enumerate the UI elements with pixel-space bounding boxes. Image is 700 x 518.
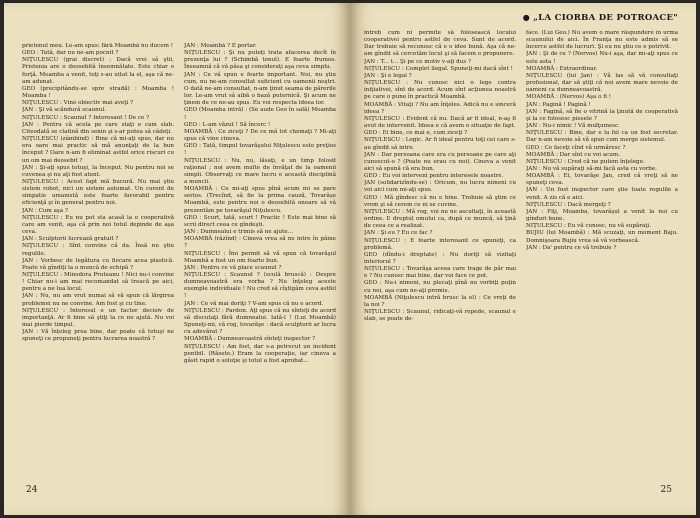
dialogue-paragraph: JAN : Nu-i nimic ! Vă mulţumesc. — [526, 123, 621, 130]
dialogue-paragraph: NIŢULESCU : Tovarăşa aceea care trage de păr mai e ? Nu cunosc mai bine, dar voi face ce pot. — [364, 266, 516, 280]
dialogue-paragraph: MOAMBĂ : Dumneavoastră sînteţi inspector ? — [184, 336, 316, 343]
dialogue-paragraph: întreb cum ni permite să folosească locului cooperativei pentru astfel de ceva. Sunt de acord. Dar trebuie să recunosc că e o idee bună. Aşa că ne-am gîndit să cercetăm locul şi să facem o propunere. — [364, 30, 516, 58]
dialogue-paragraph: GEO : Ce faceţi cînd vă urmăresc ? — [526, 144, 626, 151]
dialogue-paragraph: NIŢULESCU : Eu vă cunosc, nu vă supăraţi. — [526, 223, 652, 230]
dialogue-paragraph: JAN : Cum aşa ? — [22, 207, 68, 214]
dialogue-paragraph: MOAMBĂ : Extraordinar. — [526, 65, 598, 72]
dialogue-paragraph: NIŢULESCU : Mă rog, voi nu ne ascultaţi, în această ordine. E dreptul omului ca, după ce muncă, să ţină de ceea ce a realizat. — [364, 208, 516, 230]
dialogue-paragraph: NIŢULESCU : Minodora Pruteanu ! Nici nu-i convine ! Chiar nu-i am mai recomandat să treacă pe aici, pentru a ne lua locul. — [22, 272, 174, 293]
right-column-2 — [526, 30, 678, 481]
dialogue-paragraph: JAN : T... t... Şi pe ce motiv v-aţi dus ? — [364, 58, 471, 65]
dialogue-paragraph: NIŢULESCU : Sînt convins că da. Însă nu ştiu regulile. — [22, 243, 174, 257]
dialogue-paragraph: MOAMBĂ : (Nervos) Aşa o fi ! — [526, 94, 612, 101]
dialogue-paragraph: JAN : Fiţi, Moamba, tovarăşul a venit la noi cu gînduri bune. — [526, 208, 678, 223]
dialogue-paragraph: NIŢULESCU : Pardon. Aţi spus că nu sînteţi de acord să discutaţi fără dumnealui. Iată-l ! (Lui Moambă) Spuneţi-mi, vă rog, tovarăşe : dacă sculptorii ar lucra cu adevărat ? — [184, 307, 336, 336]
dialogue-paragraph: MOAMBĂ (Niţulescu intră brusc la el) : Ce vreţi de la noi ? — [364, 294, 516, 308]
dialogue-paragraph: JAN : Dar persoana care era cu persoane pe care aţi cunoscut-o ? (Poate nu erau cu noi). Cineva a venit aici să spună că era bun. — [364, 151, 516, 172]
dialogue-paragraph: JAN : Nu vă supăraţi să-mi facă asta cu vorbe. — [526, 165, 657, 172]
dialogue-paragraph: GEO : Nu-i nimeni, nu plecaţi pînă nu vorbiţi puţin cu noi, aşa cum ne-aţi promis. — [364, 280, 516, 294]
left-page-columns — [22, 43, 336, 481]
left-column-1 — [22, 43, 174, 481]
dialogue-paragraph: JAN : Şi de ce ? (Nervos) Nu-i aşa, dar mi-aţi spus ce este asta ! — [526, 51, 678, 65]
dialogue-paragraph: JAN : Un fost inspector care ştie toate regulile a venit. A zis că e aici. — [526, 187, 678, 201]
dialogue-paragraph: NIŢULESCU : Şi nu puteţi trata afacerea decît în prezenţa lui ? (Schimbă tonul). E foarte frumos. Înseamnă că vă păsa şi consideraţi aşa ceva simplu. — [184, 50, 336, 71]
dialogue-paragraph: MOAMBĂ : Ei, tovarăşe Jan, cred că vreţi să ne spuneţi ceva. — [526, 173, 678, 187]
dialogue-paragraph: JAN : Pagină ! Pagină ! — [526, 101, 591, 108]
dialogue-paragraph: NIŢULESCU : Scaunul, ridicaţi-vă repede, scaunul e slab, se poate de- — [364, 309, 516, 323]
dialogue-paragraph: GEO : Ei bine, ce mai e, cum ziceţi ? — [364, 130, 468, 137]
left-page — [4, 3, 350, 515]
dialogue-paragraph: JAN : Vă înţeleg prea bine, dar poate că totuşi ne spuneţi ce propuneţi pentru lucrarea noastră ? — [22, 329, 174, 343]
dialogue-paragraph: GEO : Eu voi interveni pentru interesele noastre. — [364, 173, 504, 180]
right-page — [350, 3, 696, 515]
dialogue-paragraph: JAN : Şi eu ? Eu ce fac ? — [364, 230, 433, 237]
dialogue-paragraph: JAN : Fagină, să fie o vitrină la ţinută de cooperativă şi la ce folosesc piesele ? — [526, 108, 678, 122]
dialogue-paragraph: GEO (Moamba intră) : (Se aude Geo în sală) Moamba ! — [184, 107, 336, 121]
dialogue-paragraph: NIŢULESCU : Nu, nu, lăsaţi, e un timp folosit raţional ; noi avem multe de învăţat de la oamenii simpli. Observaţi ce mare lucru e această disciplină a muncii. — [184, 157, 336, 185]
dialogue-paragraph: NIŢULESCU : Dacă mergeţi ? — [526, 201, 611, 208]
dialogue-paragraph: JAN : Şi e legal ? — [364, 72, 412, 79]
dialogue-paragraph: GEO : Tată, timpul tovarăşului Niţulescu este preţios ! — [184, 143, 336, 157]
running-header — [523, 12, 678, 23]
dialogue-paragraph: JAN : Nu, nu am vrut numai să vă spun că lărgirea problemei nu ne convine. Am fost şi cu tine. — [22, 293, 174, 307]
dialogue-paragraph: MOAMBĂ (râzînd) : Cineva vrea să ne intre în pâine ? — [184, 236, 336, 250]
dialogue-paragraph: GEO (dîndu-i dreptate) : Nu doriţi să vizitaţi interiorul ? — [364, 251, 516, 265]
dialogue-paragraph: NIŢULESCU : Scaunul ? Interesant ! De ce ? — [22, 114, 150, 121]
page-number: 24 — [26, 485, 38, 495]
dialogue-paragraph: JAN : Şi vă scăndură scaunul. — [22, 107, 106, 114]
dialogue-paragraph: NIŢULESCU : Complet ilegal. Spuneţi-mi dacă sînt ! — [364, 65, 513, 72]
bullet-icon: ● — [522, 12, 531, 22]
dialogue-paragraph: NIŢULESCU : Am fost, dar s-a petrecut un incident penibil. (Râsete.) Eram la cooperaţie, iar cineva a găsit rapid o soluţie şi totul a fost aprobat... — [184, 343, 336, 364]
dialogue-paragraph: MOAMBĂ : Dar sînt cu voi acum. — [526, 151, 620, 158]
right-page-columns — [364, 30, 678, 481]
dialogue-paragraph: NIŢULESCU : Interesul e un factor decisiv de importanţă. Ar fi bine să ştiţi la ce ne ajută. Nu voi mai pierde timpul. — [22, 307, 174, 329]
dialogue-paragraph: NIŢULESCU (lui Jan) : Vă las să vă consultaţi profesional, dar să ştiţi că noi avem mare nevoie de oameni ca dumneavoastră. — [526, 72, 678, 94]
left-column-2 — [184, 43, 336, 481]
dialogue-paragraph: JAN : Da' pentru ce vă trebuie ? — [526, 244, 617, 251]
dialogue-paragraph: NIŢULESCU : Scaunul ? (sculă bruscă) : Despre dumneavoastră era vorba ? Nu înţeleg aceste exemple individuale ! Nu cred să cîştigăm ceva astfel ! — [184, 272, 336, 300]
dialogue-paragraph: NIŢULESCU : Vine obiectiv mai aveţi ? — [22, 100, 134, 107]
dialogue-paragraph: NIŢULESCU : Eu nu pot sta acasă la o cooperativă care am venit, aşa că prin noi totul depinde de aşa ceva. — [22, 214, 174, 236]
dialogue-paragraph: NIŢULESCU (grai discret) : Dacă vrei să ştii, Pristenia are o deosebită însemnătate. Este chiar o forţă. Moamba a venit, toţi s-au uitat la el, aşa că ne-am adunat. — [22, 57, 174, 85]
running-header-title: „LA CIORBA DE POTROACE" — [533, 13, 678, 23]
dialogue-paragraph: MOAMBĂ : Ce mi-aţi spus pînă acum mi se pare serios. (Trecînd, să fie la prima cauză, Tovarăşe Moambă, este pentru noi o deosebită onoare să vă prezentăm pe tovarăşul Niţulescu. — [184, 186, 336, 214]
dialogue-paragraph: NIŢULESCU : Logic. Ar fi ideal pentru toţi cei care s-au gîndit să intre. — [364, 137, 516, 151]
dialogue-paragraph: prietenul meu. Le-am spus: fără Moambă nu ducem ! — [22, 43, 173, 49]
dialogue-paragraph: GEO : L-am văzut ! Să încerc ! — [184, 121, 271, 128]
dialogue-paragraph: MOAMBĂ : Vitaţi ? Nu am înţeles. Adică nu e sinceră ideea ? — [364, 101, 516, 115]
dialogue-paragraph: NIŢULESCU : Bine, dar e la fel ca un fost secretar. Dar n-am nevoie să vă spun cum merge sistemul. — [526, 130, 678, 144]
dialogue-paragraph: GEO (precipitându-se spre stradă) : Moamba ! Moamba ! — [22, 85, 174, 100]
dialogue-paragraph: JAN : Sculptorii lucrează gratuit ? — [22, 236, 119, 243]
dialogue-paragraph: JAN : Moambă ? E portar. — [184, 43, 257, 49]
dialogue-paragraph: JAN : Pentru că acela pe care staţi e cam slab. Citeodată se clatină din senin şi s-ar putea să cădeţi. — [22, 121, 174, 135]
dialogue-paragraph: GEO : Scurt, tată, scurt ! Practic ! Este mai bine să scrii direct ceea ce gîndeşti. — [184, 214, 336, 228]
dialogue-paragraph: JAN (solidarizîndu-se) : Oricum, nu lucra nimeni cu voi aici cum mi-aţi spus. — [364, 180, 516, 194]
dialogue-paragraph: GEO : Mă gîndesc că nu e bine. Trebuie să ştim ce vrem şi să cerem ce ni se cuvine. — [364, 194, 516, 208]
dialogue-paragraph: JAN : Pentru ce vă place scaunul ? — [184, 264, 282, 271]
dialogue-paragraph: JAN : Ce vă spun e foarte important. Noi, nu ştiu cum, nu ne-am consultat suficient cu oamenii noştri. O dată ne-am consultat, n-am ţinut seama de părerile lor. Le-am vrut să aibă o bază puternică. Şi acum ne ţinem de ce ne-au spus. Eu voi respecta ideea lor. — [184, 71, 336, 107]
dialogue-paragraph: JAN : Vorbesc de legătura cu fiecare acea plastică. Poate vă gîndiţi la o muncă de echipă ? — [22, 257, 174, 271]
page-number: 25 — [660, 485, 672, 495]
open-book — [4, 3, 696, 515]
dialogue-paragraph: BUJIU (lui Moambă) : Mă scuzaţi, un moment Baju. Domnişoara Bujiu vrea să vă vorbească. — [526, 230, 678, 244]
dialogue-paragraph: NIŢULESCU : Cred că ne putem înţelege. — [526, 158, 645, 165]
dialogue-paragraph: NIŢULESCU : Îmi permit să vă spun că tovarăşul Moambă a fost un om foarte bun. — [184, 250, 336, 264]
dialogue-paragraph: JAN : Şi-aţi spus totuşi, la început. Nu pentru noi se cuvenea şi nu aţi fost atent. — [22, 164, 174, 178]
dialogue-paragraph: JAN : Dumnealui e trimis să ne ajute... — [184, 229, 293, 236]
dialogue-paragraph: MOAMBĂ : Ce ziceţi ? De ce mă tot chemaţi ? Mi-aţi spus că vine cineva. — [184, 128, 336, 143]
right-column-1 — [364, 30, 516, 481]
dialogue-paragraph: face. (Lui Geo.) Nu avem o mare răspundere în urma scaunului de aici. În Franţa nu este admis să se încerce astfel de lucruri. Şi eu nu ştiu ce e potrivit. — [526, 30, 678, 51]
dialogue-paragraph: NIŢULESCU : E foarte interesant ce spuneţi, ca problemă. — [364, 237, 516, 251]
dialogue-paragraph: NIŢULESCU : Acest fapt mă bucură. Nu mai ştiu sistem robot, nici un sistem automat. Un curent de simpatie umanistă este foarte favorabil pentru eficienţă şi în general pentru noi. — [22, 178, 174, 207]
dialogue-paragraph: JAN : Ce vă mai doriţi ? V-am spus că nu e acord. — [184, 300, 324, 307]
dialogue-paragraph: NIŢULESCU (zâmbind) : Bine că mi-aţi spus, dar nu era oare mai practic să mă anunţaţi de la bun început ? Oare n-am fi eliminat astfel orice riscuri cu un om mai deosebit ? — [22, 136, 174, 164]
dialogue-paragraph: NIŢULESCU : Evident că nu. Dacă ar fi ideal, n-aş fi avut de intervenit. Ideea e că avem o situaţie de fapt. — [364, 115, 516, 130]
dialogue-paragraph: NIŢULESCU : Nu cunosc nici o lege contra iniţiativei, sînt de acord. Acum sînt acţiunea noastră pe care o pune în practică Moambă. — [364, 80, 516, 101]
dialogue-paragraph: GEO : Tată, dar nu ne-am pocnit ? — [22, 50, 119, 57]
